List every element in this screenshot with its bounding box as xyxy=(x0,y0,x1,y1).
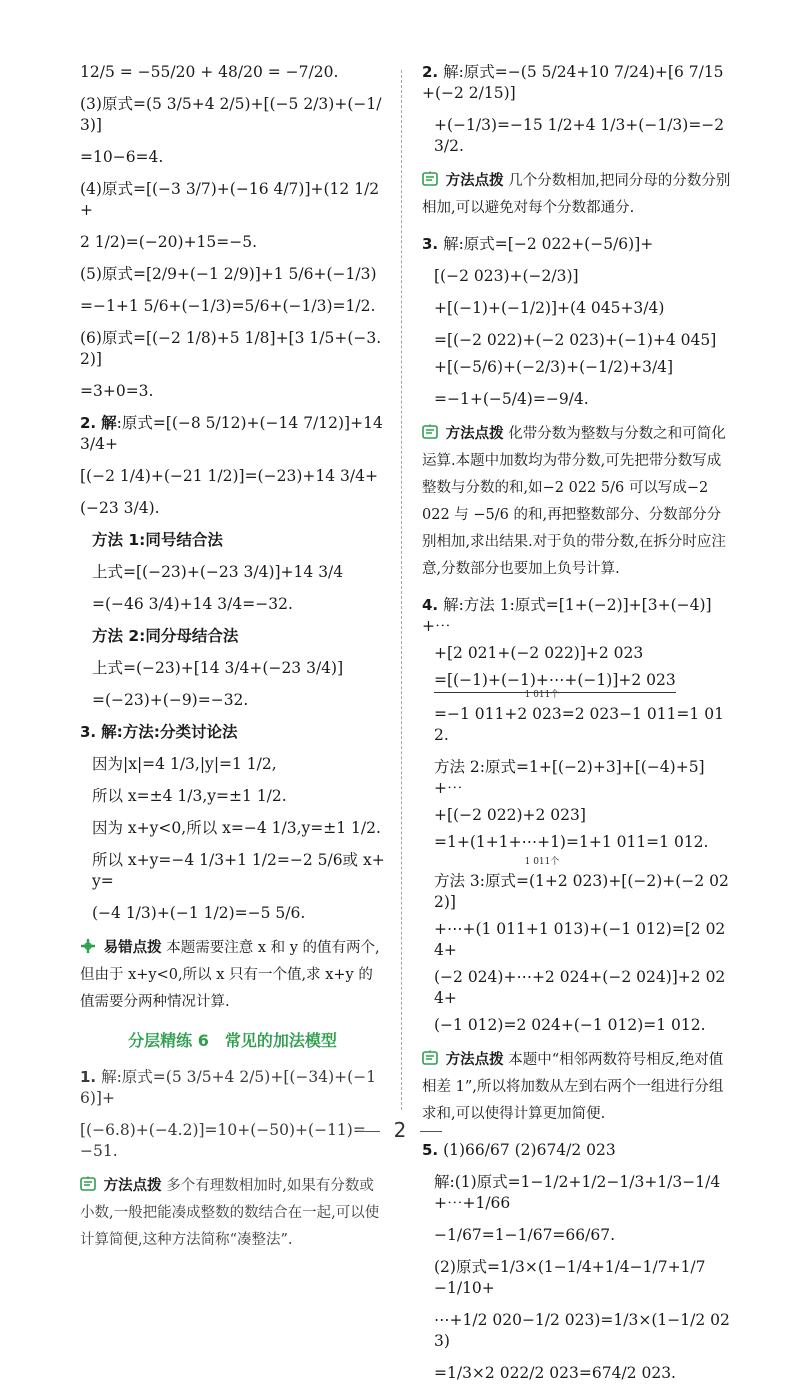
tip-heading: 易错点拨 xyxy=(103,940,162,956)
column-divider xyxy=(401,70,402,1110)
text-line: (1)66/67 (2)674/2 023 xyxy=(443,1141,616,1159)
text-line: :原式=[(−8 5/12)+(−14 7/12)]+14 3/4+ xyxy=(80,414,383,453)
question-number: 5. xyxy=(422,1141,439,1159)
text-line: 上式=(−23)+[14 3/4+(−23 3/4)] xyxy=(92,659,344,677)
tip-heading: 方法点拨 xyxy=(103,1178,162,1194)
brace-count-label: 1 011个 xyxy=(524,857,560,867)
text-line: 解:方法 1:原式=[1+(−2)]+[3+(−4)]+⋯ xyxy=(422,596,712,635)
method-title: 方法 1:同号结合法 xyxy=(92,531,223,549)
solution-label: 解 xyxy=(101,414,117,432)
text-line: 因为 x+y<0,所以 x=−4 1/3,y=±1 1/2. xyxy=(92,819,381,837)
text-line: 因为|x|=4 1/3,|y|=1 1/2, xyxy=(92,755,277,773)
tip-text: 本题中“相邻两数符号相反,绝对值相差 1”,所以将加数从左到右两个一组进行分组求和,可以使得计算更加简便. xyxy=(422,1052,724,1122)
text-line: =−1 011+2 023=2 023−1 011=1 012. xyxy=(434,705,724,744)
question-3 xyxy=(80,722,385,743)
question-number: 4. xyxy=(422,596,439,614)
text-line: 2 1/2)=(−20)+15=−5. xyxy=(80,233,258,251)
question-5 xyxy=(422,1140,732,1161)
tip-heading: 方法点拨 xyxy=(445,173,504,189)
page-number-dash xyxy=(420,1131,442,1132)
text-line: (6)原式=[(−2 1/8)+5 1/8]+[3 1/5+(−3.2)] xyxy=(80,329,382,368)
text-line: 解:原式=(5 3/5+4 2/5)+[(−34)+(−16)]+ xyxy=(80,1068,377,1107)
method-tip xyxy=(422,1047,732,1128)
text-line: 所以 x+y=−4 1/3+1 1/2=−2 5/6或 x+y= xyxy=(92,851,385,890)
text-line: +[(−2 022)+2 023] xyxy=(434,806,586,824)
question-number: 3. xyxy=(422,235,439,253)
section-title xyxy=(80,1028,385,1051)
question-3 xyxy=(422,234,732,255)
method-tip xyxy=(422,168,732,222)
text-line: =1/3×2 022/2 023=674/2 023. xyxy=(434,1364,676,1382)
text-line: 上式=[(−23)+(−23 3/4)]+14 3/4 xyxy=(92,563,344,581)
text-line: =(−23)+(−9)=−32. xyxy=(92,691,249,709)
question-4 xyxy=(422,595,732,637)
question-number: 1. xyxy=(80,1068,97,1086)
text-line: =(−46 3/4)+14 3/4=−32. xyxy=(92,595,293,613)
solution-label: 解:方法:分类讨论法 xyxy=(101,723,238,741)
text-line: [(−6.8)+(−4.2)]=10+(−50)+(−11)=−51. xyxy=(80,1121,366,1160)
text-line: +[(−1)+(−1/2)]+(4 045+3/4) xyxy=(434,299,665,317)
text-line: (2)原式=1/3×(1−1/4+1/4−1/7+1/7−1/10+ xyxy=(434,1258,706,1297)
section-heading: 常见的加法模型 xyxy=(224,1031,337,1050)
page-number-value: 2 xyxy=(393,1118,407,1142)
text-line: =[(−2 022)+(−2 023)+(−1)+4 045] xyxy=(434,331,717,349)
text-line: (4)原式=[(−3 3/7)+(−16 4/7)]+(12 1/2+ xyxy=(80,180,380,219)
question-number: 3. xyxy=(80,723,97,741)
text-line: =−1+1 5/6+(−1/3)=5/6+(−1/3)=1/2. xyxy=(80,297,376,315)
page-number xyxy=(0,1118,800,1142)
tip-text: 多个有理数相加时,如果有分数或小数,一般把能凑成整数的数结合在一起,可以使计算简便,这种方法简称“凑整法”. xyxy=(80,1178,380,1248)
text-line: 方法 2:原式=1+[(−2)+3]+[(−4)+5]+⋯ xyxy=(434,758,705,797)
text-line: (5)原式=[2/9+(−1 2/9)]+1 5/6+(−1/3) xyxy=(80,265,377,283)
page-number-dash xyxy=(358,1131,380,1132)
brace-count-label: 1 011个 xyxy=(524,690,560,700)
question-number: 2. xyxy=(80,414,97,432)
text-line: (−4 1/3)+(−1 1/2)=−5 5/6. xyxy=(92,904,306,922)
method-tip-icon xyxy=(80,1176,96,1192)
section-question-1 xyxy=(80,1067,385,1109)
section-label: 分层精练 6 xyxy=(128,1031,209,1050)
text-line: 解:原式=[−2 022+(−5/6)]+ xyxy=(443,235,654,253)
text-line: (−2 024)+⋯+2 024+(−2 024)]+2 024+ xyxy=(434,968,726,1007)
text-line: 方法 3:原式=(1+2 023)+[(−2)+(−2 022)] xyxy=(434,872,729,911)
text-line: =10−6=4. xyxy=(80,148,164,166)
text-line xyxy=(422,670,732,693)
tip-text: 化带分数为整数与分数之和可简化运算.本题中加数均为带分数,可先把带分数写成整数与分数的和,如−2 022 5/6 可以写成−2 022 与 −5/6 的和,再把整数部分、分数部分分别相加,求出结果.对于负的带分数,在拆分时应注意,分数部分也要加上负号计算. xyxy=(422,426,726,577)
underbrace: =[(−1)+(−1)+⋯+(−1)]+2 023 xyxy=(434,670,676,693)
text-line: +[2 021+(−2 022)]+2 023 xyxy=(434,644,644,662)
text-line: (3)原式=(5 3/5+4 2/5)+[(−5 2/3)+(−1/3)] xyxy=(80,95,382,134)
text-line: [(−2 1/4)+(−21 1/2)]=(−23)+14 3/4+ xyxy=(80,467,378,485)
question-2 xyxy=(422,62,732,104)
tip-heading: 方法点拨 xyxy=(445,1052,504,1068)
text-line: (−1 012)=2 024+(−1 012)=1 012. xyxy=(434,1016,706,1034)
text-line: 12/5 = −55/20 + 48/20 = −7/20. xyxy=(80,63,339,81)
error-tip xyxy=(80,935,385,1016)
text-line: =3+0=3. xyxy=(80,382,154,400)
text-line: +[(−5/6)+(−2/3)+(−1/2)+3/4] xyxy=(434,358,674,376)
question-2 xyxy=(80,413,385,455)
method-tip-icon xyxy=(422,1050,438,1066)
text-line: ⋯+1/2 020−1/2 023)=1/3×(1−1/2 023) xyxy=(434,1311,730,1350)
text-line: =−1+(−5/4)=−9/4. xyxy=(434,390,589,408)
method-tip-icon xyxy=(422,424,438,440)
tip-text: 几个分数相加,把同分母的分数分别相加,可以避免对每个分数都通分. xyxy=(422,173,731,216)
text-line: =1+(1+1+⋯+1)=1+1 011=1 012. xyxy=(434,833,709,851)
text-line: −1/67=1−1/67=66/67. xyxy=(434,1226,616,1244)
method-tip-icon xyxy=(422,171,438,187)
method-title: 方法 2:同分母结合法 xyxy=(92,627,239,645)
text-line: 解:(1)原式=1−1/2+1/2−1/3+1/3−1/4+⋯+1/66 xyxy=(434,1173,721,1212)
text-line: 所以 x=±4 1/3,y=±1 1/2. xyxy=(92,787,287,805)
text-line: +(−1/3)=−15 1/2+4 1/3+(−1/3)=−23/2. xyxy=(434,116,725,155)
right-column xyxy=(422,62,732,1395)
text-line: [(−2 023)+(−2/3)] xyxy=(434,267,579,285)
question-number: 2. xyxy=(422,63,439,81)
left-column xyxy=(80,62,385,1266)
tip-heading: 方法点拨 xyxy=(445,426,504,442)
text-line: +⋯+(1 011+1 013)+(−1 012)=[2 024+ xyxy=(434,920,726,959)
text-line: 解:原式=−(5 5/24+10 7/24)+[6 7/15+(−2 2/15)] xyxy=(422,63,724,102)
error-tip-icon xyxy=(80,938,96,954)
tip-text: 本题需要注意 x 和 y 的值有两个,但由于 x+y<0,所以 x 只有一个值,求 x+y 的值需要分两种情况计算. xyxy=(80,940,380,1010)
text-line: (−23 3/4). xyxy=(80,499,160,517)
method-tip xyxy=(80,1173,385,1254)
method-tip xyxy=(422,421,732,583)
